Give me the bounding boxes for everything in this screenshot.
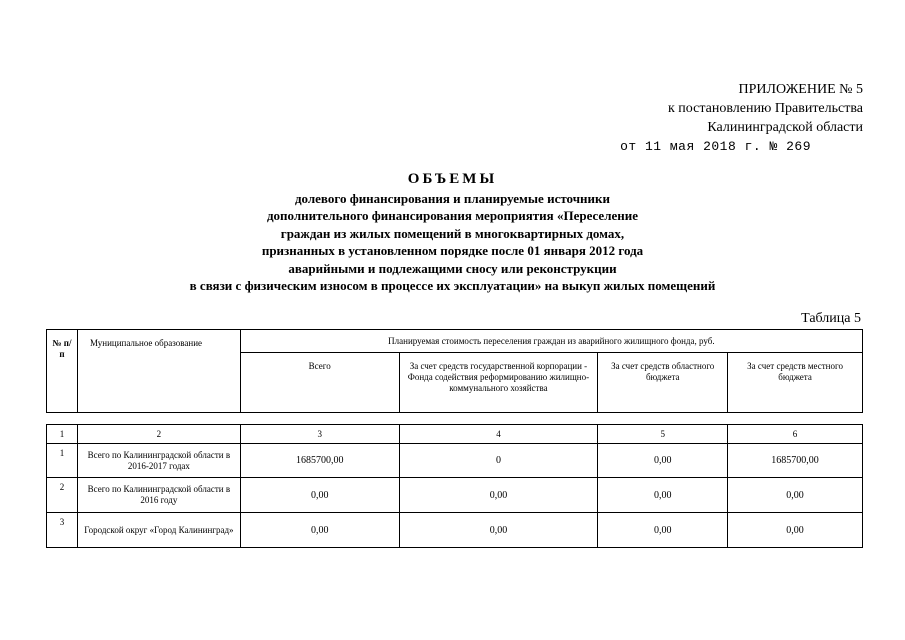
row-num: 3 [47, 513, 78, 548]
row-regional: 0,00 [598, 513, 728, 548]
row-total: 0,00 [240, 478, 399, 513]
table-row [47, 444, 863, 478]
row-regional: 0,00 [598, 444, 728, 478]
row-local: 0,00 [728, 478, 863, 513]
title-line: долевого финансирования и планируемые источники [294, 190, 611, 206]
appendix-region: Калининградской области [707, 120, 863, 135]
table-row [47, 513, 863, 548]
index-cell: 1 [47, 425, 78, 444]
col-num-header: № п/п [47, 330, 78, 413]
index-cell: 6 [728, 425, 863, 444]
row-total: 0,00 [240, 513, 399, 548]
row-local: 1685700,00 [728, 444, 863, 478]
index-cell: 4 [399, 425, 598, 444]
col-local-header: За счет средств местного бюджета [728, 353, 863, 413]
col-regional-header: За счет средств областного бюджета [598, 353, 728, 413]
row-name: Всего по Калининградской области в 2016-2017 годах [77, 444, 240, 478]
appendix-resolution: к постановлению Правительства [667, 101, 863, 116]
col-fund-header: За счет средств государственной корпорации - Фонда содействия реформированию жилищно-коммунального хозяйства [399, 353, 598, 413]
index-cell: 2 [77, 425, 240, 444]
title-line: аварийными и подлежащими сносу или реконструкции [288, 260, 617, 276]
data-table [46, 424, 863, 548]
index-row [47, 425, 863, 444]
row-fund: 0 [399, 444, 598, 478]
row-name: Городской округ «Город Калининград» [77, 513, 240, 548]
title-line: в связи с физическим износом в процессе их эксплуатации» на выкуп жилых помещений [189, 278, 716, 293]
appendix-number: ПРИЛОЖЕНИЕ № 5 [738, 82, 863, 97]
index-cell: 3 [240, 425, 399, 444]
row-regional: 0,00 [598, 478, 728, 513]
title-head: ОБЪЕМЫ [407, 171, 498, 187]
row-name: Всего по Калининградской области в 2016 году [77, 478, 240, 513]
row-num: 2 [47, 478, 78, 513]
col-municipality-header: Муниципальное образование [77, 330, 240, 413]
appendix-block [620, 80, 863, 156]
row-fund: 0,00 [399, 478, 598, 513]
row-local: 0,00 [728, 513, 863, 548]
table-row [47, 478, 863, 513]
title-line: граждан из жилых помещений в многоквартирных домах, [280, 225, 625, 241]
title-line: дополнительного финансирования мероприятия «Переселение [266, 208, 639, 223]
col-planned-header: Планируемая стоимость переселения граждан из аварийного жилищного фонда, руб. [240, 330, 862, 353]
appendix-date: от 11 мая 2018 г. № 269 [620, 139, 811, 154]
title-line: признанных в установленном порядке после 01 января 2012 года [261, 243, 644, 258]
index-cell: 5 [598, 425, 728, 444]
row-total: 1685700,00 [240, 444, 399, 478]
row-fund: 0,00 [399, 513, 598, 548]
col-total-header: Всего [240, 353, 399, 413]
document-title [0, 171, 905, 295]
row-num: 1 [47, 444, 78, 478]
table-label: Таблица 5 [801, 311, 861, 326]
header-table [46, 329, 863, 413]
